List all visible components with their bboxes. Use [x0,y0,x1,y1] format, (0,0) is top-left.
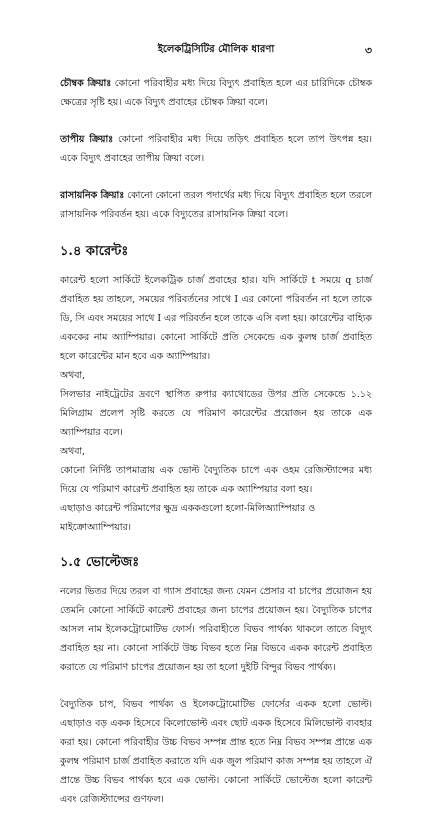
current-definition: কারেন্ট হলো সার্কিটে ইলেকট্রিক চার্জ প্রবাহের হার। যদি সার্কিটে t সময়ে q চার্জ প্রবাহিত হয় তাহলে, সময়ের পরিবর্তনের সাথে I এর কোনো পরিবর্তন না হলে তাকে ডি, সি এবং সময়ের সাথে I এর পরিবর্তন হলে তাকে এসি বলা হয়। কারেন্টের বাহ্যিক এককের নাম অ্যাম্পিয়ার। কোনো সার্কিটে প্রতি সেকেন্ডে এক কুলম্ব চার্জ প্রবাহিত হলে কারেন্টের মান হবে এক অ্যাম্পিয়ার। [60,275,372,362]
magnetic-effect-term: চৌম্বক ক্রিয়াঃ [60,78,112,89]
or-label: অথবা, [60,446,86,457]
page-number: ৩ [364,44,372,57]
current-definition-ohm: কোনো নির্দিষ্ট তাপমাত্রায় এক ভোল্ট বৈদ্যুতিক চাপে এক ওহম রেজিস্ট্যান্সের মধ্য দিয়ে যে পরিমাণ কারেন্ট প্রবাহিত হয় তাকে এক অ্যাম্পিয়ার বলা হয়। [60,465,372,495]
section-heading-voltage: ১.৫ ভোল্টেজঃ [60,555,140,570]
chemical-effect-paragraph [60,186,372,224]
or-label: অথবা, [60,370,86,381]
voltage-units: বৈদ্যুতিক চাপ, বিভব পার্থক্য ও ইলেকট্রোমোটিভ ফোর্সের একক হলো ভোল্ট। এছাড়াও বড় একক হিসেবে কিলোভোল্ট এবং ছোট একক হিসেবে মিলিভোল্ট ব্যবহার করা হয়। কোনো পরিবাহীর উচ্চ বিভব সম্পন্ন প্রান্ত হতে নিম্ন বিভব সম্পন্ন প্রান্তে এক কুলম্ব পরিমাণ চার্জ প্রবাহিত করাতে যদি এক জুল পরিমাণ কাজ সম্পন্ন হয় তাহলে ঐ প্রান্তে উচ্চ বিভব পার্থক্য হবে এক ভোল্ট। কোনো সার্কিটে ভোল্টেজ হলো কারেন্ট এবং রেজিস্ট্যান্সের গুণফল। [60,699,372,805]
heating-effect-paragraph [60,130,372,168]
chemical-effect-text: কোনো কোনো তরল পদার্থের মধ্য দিয়ে বিদ্যুৎ প্রবাহিত হলে তরলে রাসায়নিক পরিবর্তন হয়। একে বিদ্যুতের রাসায়নিক ক্রিয়া বলে। [60,190,372,220]
magnetic-effect-paragraph [60,74,372,112]
page-body [60,74,372,827]
running-title: ইলেকট্রিসিটির মৌলিক ধারণা [157,44,275,55]
heating-effect-term: তাপীয় ক্রিয়াঃ [60,134,114,145]
voltage-definition: নলের ভিতর দিয়ে তরল বা গ্যাস প্রবাহের জন্য যেমন প্রেসার বা চাপের প্রয়োজন হয় তেমনি কোনো সার্কিটে কারেন্ট প্রবাহের জন্য চাপের প্রয়োজন হয়। বৈদ্যুতিক চাপের আসল নাম ইলেকট্রোমোটিভ ফোর্স। পরিবাহীতে বিভব পার্থক্য থাকলে তাতে বিদ্যুৎ প্রবাহিত হয় না। কোনো সার্কিটে উচ্চ বিভব হতে নিম্ন বিভবে একক কারেন্ট প্রবাহিত করাতে যে পরিমাণ চাপের প্রয়োজন হয় তা হলো দুইটি বিন্দুর বিভব পার্থক্য। [60,586,372,673]
page-header [60,42,372,60]
current-definition-silver: সিলভার নাইট্রেটের দ্রবণে স্থাপিত রুপার ক্যাথোডের উপর প্রতি সেকেন্ডে ১.১২ মিলিগ্রাম প্রলেপ সৃষ্টি করতে যে পরিমাণ কারেন্টের প্রয়োজন হয় তাকে এক অ্যাম্পিয়ার বলে। [60,389,372,438]
magnetic-effect-text: কোনো পরিবাহীর মধ্য দিয়ে বিদ্যুৎ প্রবাহিত হলে এর চারিদিকে চৌম্বক ক্ষেত্রের সৃষ্টি হয়। একে বিদ্যুৎ প্রবাহের চৌম্বক ক্রিয়া বলে। [60,78,373,108]
current-small-units: এছাড়াও কারেন্ট পরিমাপের ক্ষুদ্র এককগুলো হলো-মিলিঅ্যাম্পিয়ার ও মাইক্রোঅ্যাম্পিয়ার। [60,503,316,533]
section-heading-current: ১.৪ কারেন্টঃ [60,244,129,259]
chemical-effect-term: রাসায়নিক ক্রিয়াঃ [60,190,125,201]
heating-effect-text: কোনো পরিবাহীর মধ্য দিয়ে তড়িৎ প্রবাহিত হলে তাপ উৎপন্ন হয়। একে বিদ্যুৎ প্রবাহের তাপীয় ক্রিয়া বলে। [60,134,372,164]
